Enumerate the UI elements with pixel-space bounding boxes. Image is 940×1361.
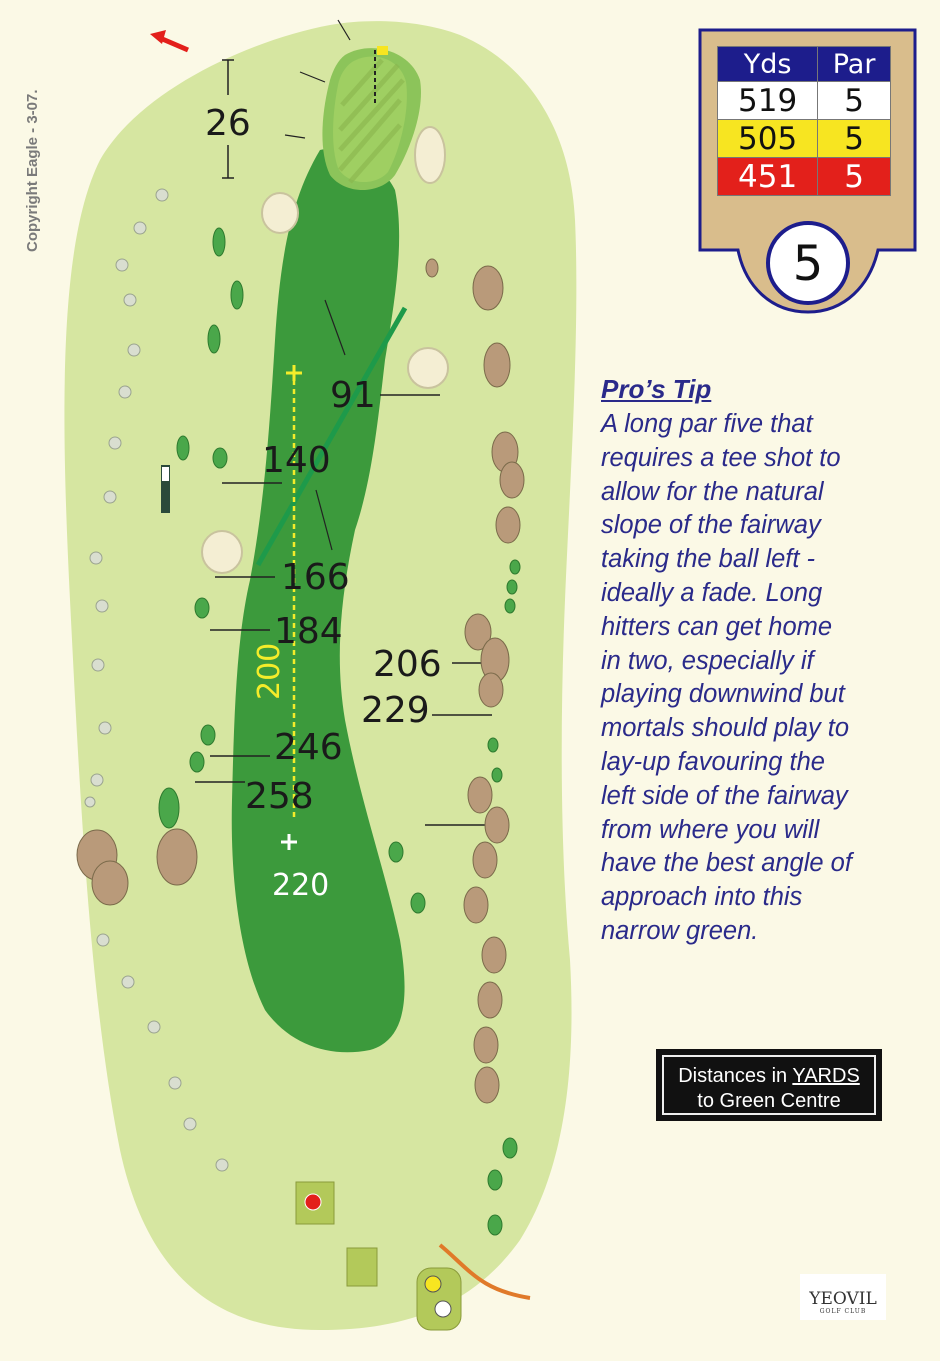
scorecard-header-row bbox=[718, 47, 891, 82]
yards-white: 519 bbox=[718, 82, 818, 120]
green-depth-label: 26 bbox=[205, 103, 251, 144]
hole-number: 5 bbox=[792, 236, 824, 292]
white-tee-box bbox=[417, 1268, 461, 1330]
club-logo-name: YEOVIL bbox=[809, 1289, 877, 1309]
flag-icon bbox=[377, 46, 388, 55]
bunker-right-1 bbox=[408, 348, 448, 388]
distance-258: 258 bbox=[245, 776, 314, 817]
pros-tip-text: A long par five that requires a tee shot to allow for the natural slope of the fairway taking the ball left - ideally a fade. Long hitters can get home in two, especially if playing downwind but mortals should play to lay-up favouring the left side of the fairway from where you will have the best angle of approach into this narrow green. bbox=[601, 410, 852, 945]
distance-220: 220 bbox=[272, 868, 330, 903]
club-logo bbox=[800, 1274, 886, 1320]
scorecard-row-white bbox=[718, 82, 891, 120]
par-red: 5 bbox=[818, 158, 891, 196]
distances-note-prefix: Distances in bbox=[678, 1065, 793, 1087]
distance-229: 229 bbox=[361, 690, 430, 731]
bunker-green-right bbox=[415, 127, 445, 183]
distance-184: 184 bbox=[274, 611, 343, 652]
par-yellow: 5 bbox=[818, 120, 891, 158]
yardage-200-label: 200 bbox=[252, 642, 287, 700]
header-yards: Yds bbox=[718, 47, 818, 82]
par-white: 5 bbox=[818, 82, 891, 120]
yellow-tee-marker-icon bbox=[425, 1276, 441, 1292]
distance-166: 166 bbox=[281, 557, 350, 598]
distances-note-line2: to Green Centre bbox=[697, 1090, 841, 1112]
distance-206: 206 bbox=[373, 644, 442, 685]
distance-246: 246 bbox=[274, 727, 343, 768]
yellow-tee-box bbox=[347, 1248, 377, 1286]
distances-note bbox=[662, 1055, 876, 1115]
yards-yellow: 505 bbox=[718, 120, 818, 158]
bunker-left-2 bbox=[202, 531, 242, 573]
white-tee-marker-icon bbox=[435, 1301, 451, 1317]
bunker-left-1 bbox=[262, 193, 298, 233]
distances-note-unit: YARDS bbox=[792, 1065, 860, 1087]
distances-note-box bbox=[656, 1049, 882, 1121]
red-arrow-icon bbox=[150, 30, 188, 50]
scorecard-table bbox=[717, 46, 891, 196]
distance-91: 91 bbox=[330, 375, 376, 416]
yards-red: 451 bbox=[718, 158, 818, 196]
scorecard-row-red bbox=[718, 158, 891, 196]
distance-140: 140 bbox=[262, 440, 331, 481]
copyright-text: Copyright Eagle - 3-07. bbox=[24, 89, 41, 252]
scorecard-row-yellow bbox=[718, 120, 891, 158]
header-par: Par bbox=[818, 47, 891, 82]
red-tee-marker-icon bbox=[305, 1194, 321, 1210]
club-logo-sub: GOLF CLUB bbox=[819, 1308, 867, 1315]
pros-tip-title: Pro’s Tip bbox=[601, 374, 712, 404]
